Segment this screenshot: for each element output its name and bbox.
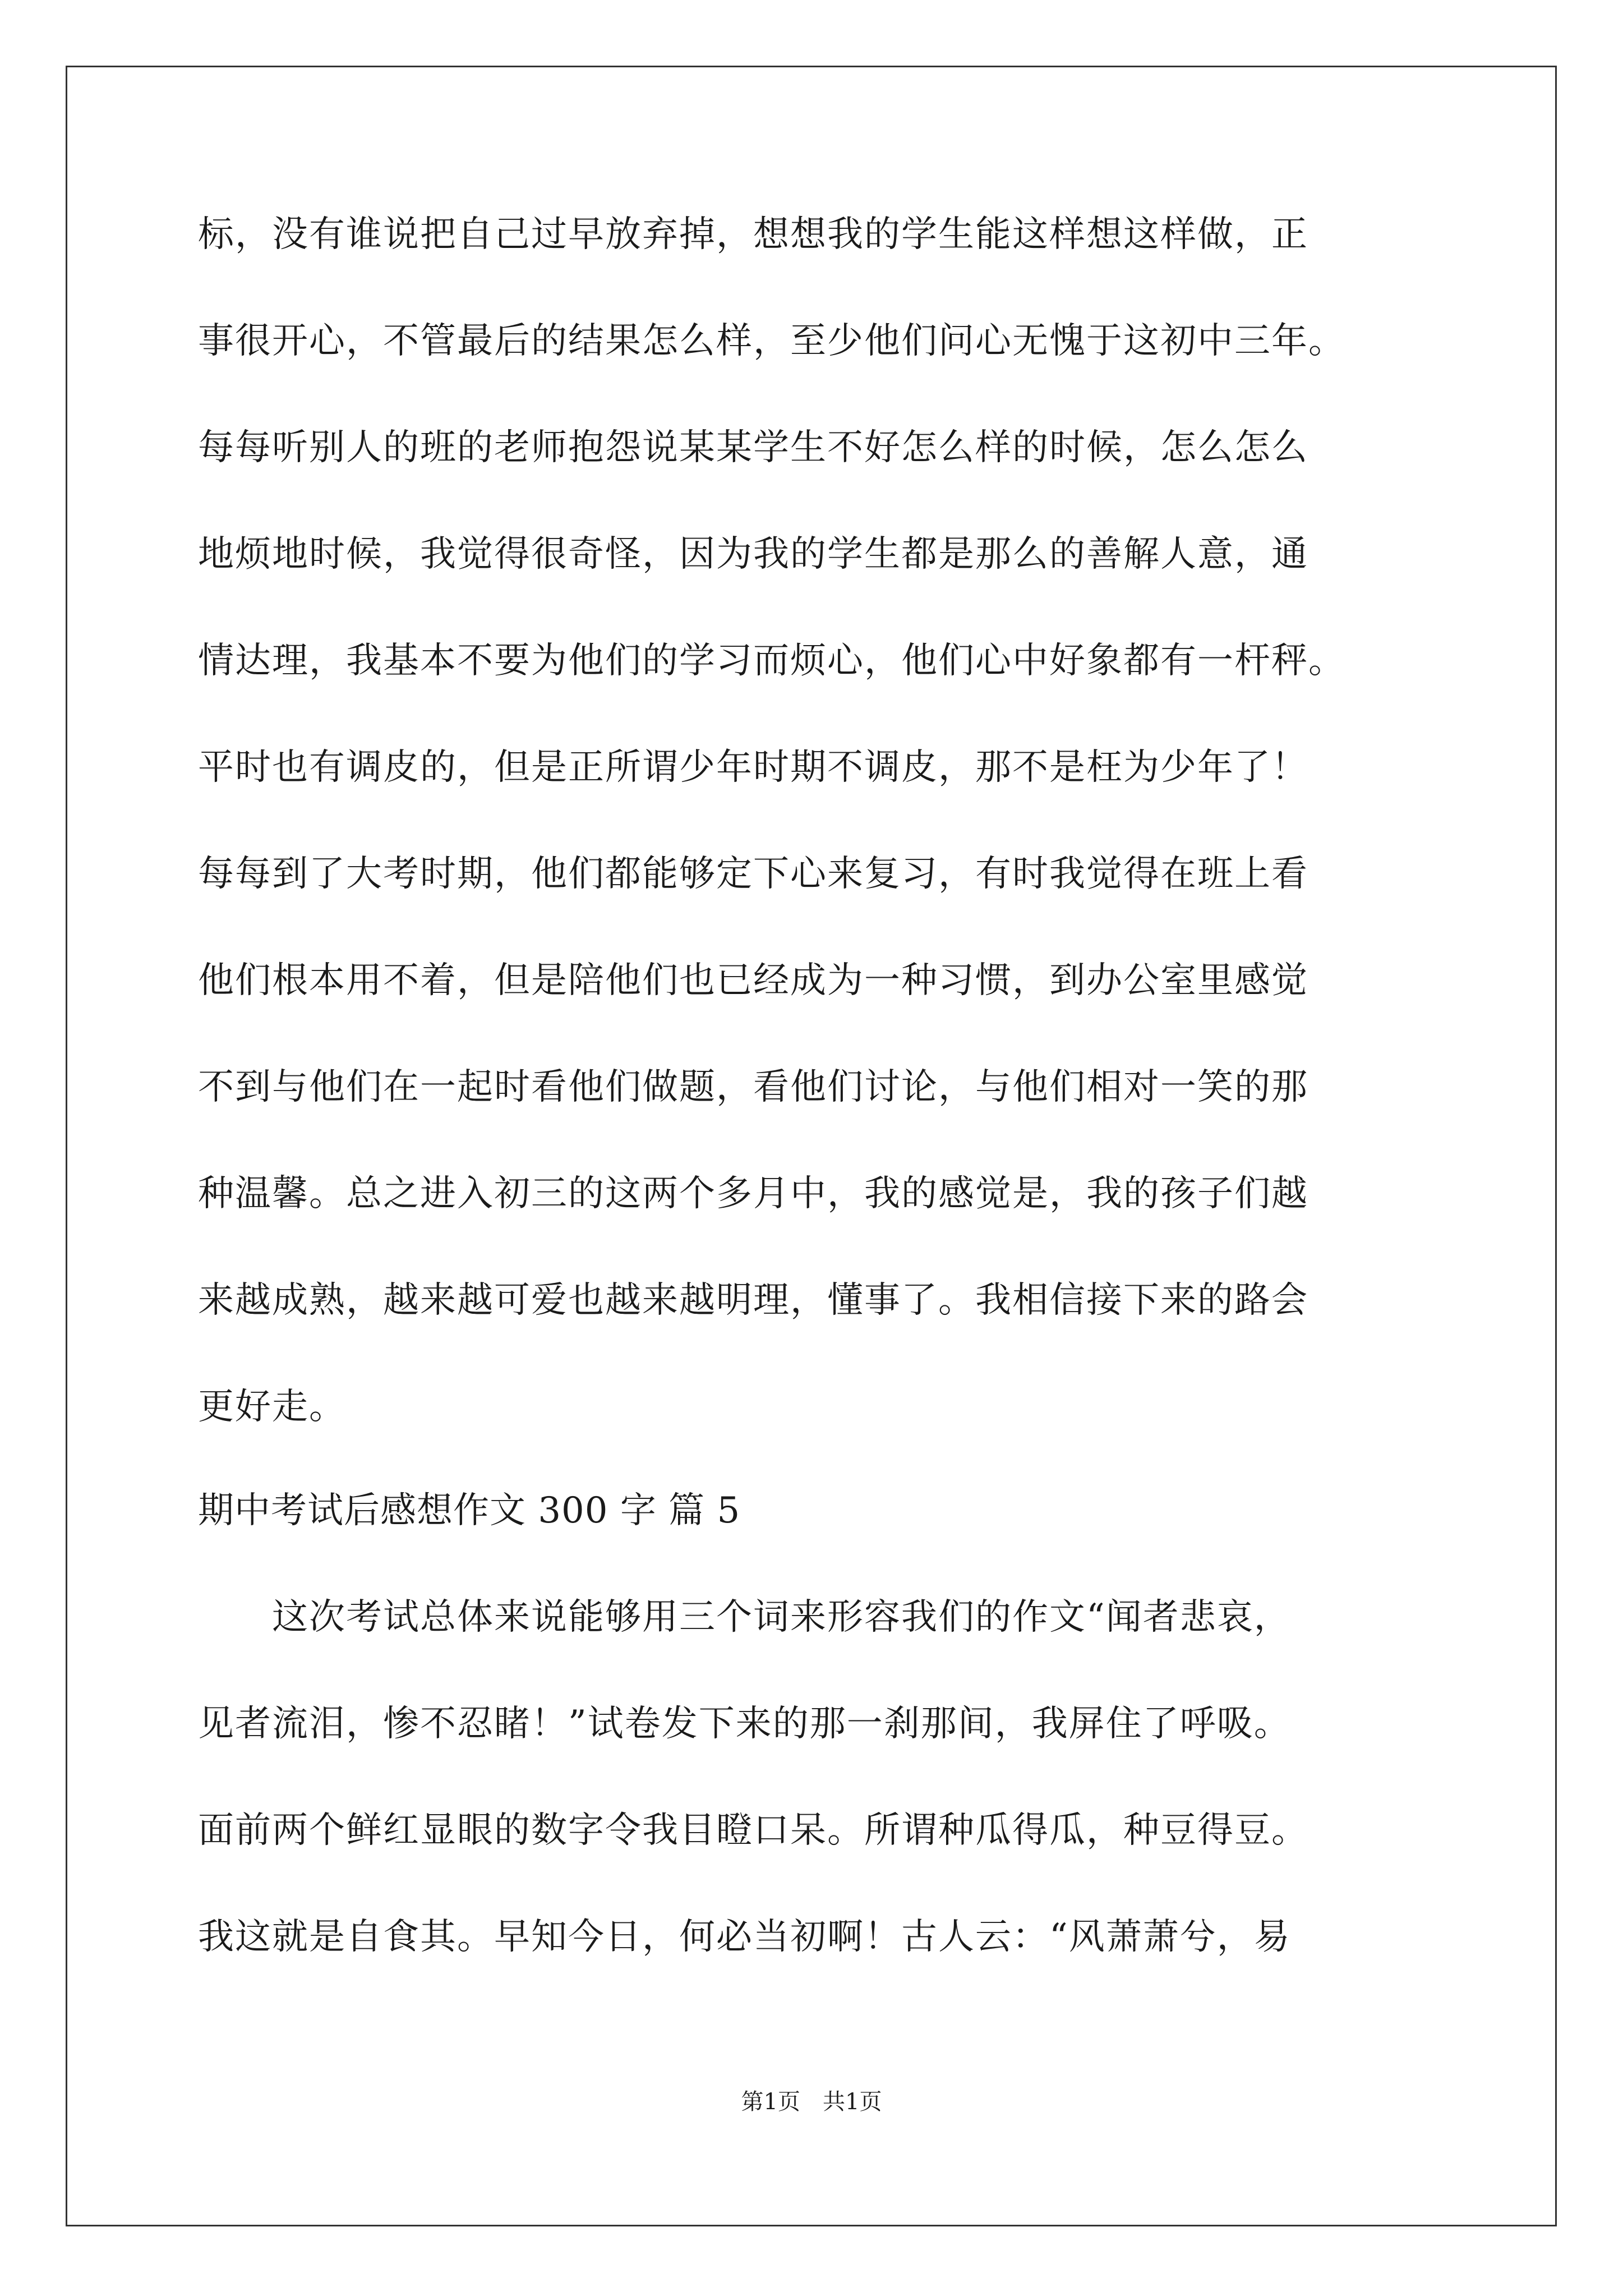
body-line: 种温馨。总之进入初三的这两个多月中，我的感觉是，我的孩子们越 (198, 1173, 1308, 1214)
body-line: 更好走。 (198, 1386, 346, 1428)
body-line: 标，没有谁说把自己过早放弃掉，想想我的学生能这样想这样做，正 (198, 214, 1308, 255)
body-line: 每每到了大考时期，他们都能够定下心来复习，有时我觉得在班上看 (198, 853, 1308, 895)
body-line: 事很开心，不管最后的结果怎么样，至少他们问心无愧于这初中三年。 (198, 320, 1345, 362)
body-line: 来越成熟，越来越可爱也越来越明理，懂事了。我相信接下来的路会 (198, 1280, 1308, 1321)
body-line: 他们根本用不着，但是陪他们也已经成为一种习惯，到办公室里感觉 (198, 960, 1308, 1001)
section-line: 面前两个鲜红显眼的数字令我目瞪口呆。所谓种瓜得瓜，种豆得豆。 (198, 1810, 1308, 1851)
section-line: 见者流泪，惨不忍睹！”试卷发下来的那一刹那间，我屏住了呼吸。 (198, 1703, 1291, 1745)
page-number-footer: 第1页 共1页 (741, 2089, 882, 2115)
body-line: 不到与他们在一起时看他们做题，看他们讨论，与他们相对一笑的那 (198, 1066, 1308, 1108)
section-heading: 期中考试后感想作文 300 字 篇 5 (198, 1490, 741, 1531)
section-line: 这次考试总体来说能够用三个词来形容我们的作文“闻者悲哀， (198, 1596, 1291, 1638)
body-line: 地烦地时候，我觉得很奇怪，因为我的学生都是那么的善解人意，通 (198, 533, 1308, 575)
body-line: 平时也有调皮的，但是正所谓少年时期不调皮，那不是枉为少年了！ (198, 747, 1308, 788)
body-line: 情达理，我基本不要为他们的学习而烦心，他们心中好象都有一杆秤。 (198, 640, 1345, 682)
body-line: 每每听别人的班的老师抱怨说某某学生不好怎么样的时候，怎么怎么 (198, 427, 1308, 468)
section-line: 我这就是自食其。早知今日，何必当初啊！古人云：“风萧萧兮，易 (198, 1916, 1291, 1958)
page-border (66, 66, 1557, 2226)
